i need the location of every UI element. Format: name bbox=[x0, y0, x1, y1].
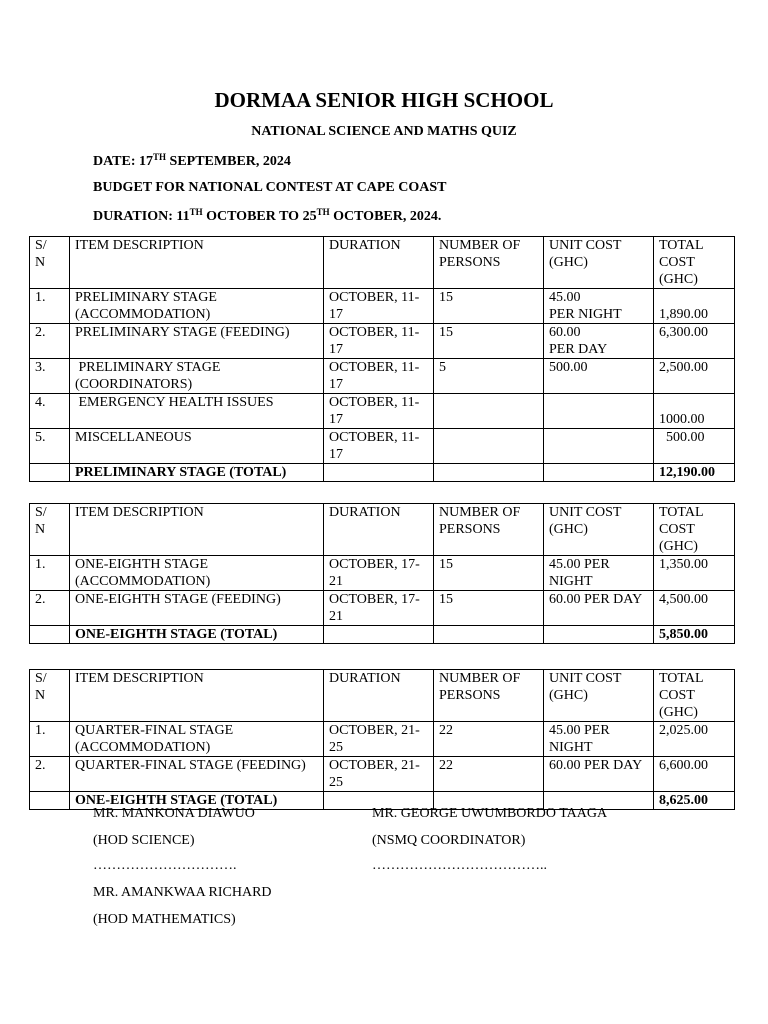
table-cell: 22 bbox=[434, 757, 544, 792]
table-cell: 1. bbox=[30, 556, 70, 591]
table-cell: QUARTER-FINAL STAGE (FEEDING) bbox=[70, 757, 324, 792]
table-cell bbox=[544, 429, 654, 464]
table-cell bbox=[544, 626, 654, 644]
budget-table bbox=[29, 236, 735, 482]
table-header-cell: ITEM DESCRIPTION bbox=[70, 670, 324, 722]
table-cell: ONE-EIGHTH STAGE (ACCOMMODATION) bbox=[70, 556, 324, 591]
table-cell: MISCELLANEOUS bbox=[70, 429, 324, 464]
table-cell: 4,500.00 bbox=[654, 591, 735, 626]
table-header-cell: UNIT COST (GHC) bbox=[544, 237, 654, 289]
budget-table bbox=[29, 503, 735, 644]
table-cell: 1. bbox=[30, 722, 70, 757]
table-cell: OCTOBER, 11-17 bbox=[324, 359, 434, 394]
table-total-row bbox=[30, 464, 735, 482]
table-cell: OCTOBER, 11-17 bbox=[324, 324, 434, 359]
table-cell: OCTOBER, 11-17 bbox=[324, 289, 434, 324]
table-header-cell: S/ N bbox=[30, 504, 70, 556]
table-header-row bbox=[30, 670, 735, 722]
table-header-cell: DURATION bbox=[324, 670, 434, 722]
school-name: DORMAA SENIOR HIGH SCHOOL bbox=[214, 88, 554, 112]
table-cell bbox=[434, 429, 544, 464]
duration-line: DURATION: 11TH OCTOBER TO 25TH OCTOBER, 2024. bbox=[93, 207, 442, 224]
table-header-row bbox=[30, 504, 735, 556]
table-cell: 45.00 PER NIGHT bbox=[544, 722, 654, 757]
table-cell: OCTOBER, 11-17 bbox=[324, 394, 434, 429]
total-label: ONE-EIGHTH STAGE (TOTAL) bbox=[70, 626, 324, 644]
signatory-title-science: (HOD SCIENCE) bbox=[93, 833, 195, 848]
table-total-row bbox=[30, 626, 735, 644]
table-row bbox=[30, 359, 735, 394]
table-cell: OCTOBER, 11-17 bbox=[324, 429, 434, 464]
table-cell bbox=[324, 626, 434, 644]
table-cell: 60.00 PER DAY bbox=[544, 591, 654, 626]
table-cell: 6,300.00 bbox=[654, 324, 735, 359]
table-cell bbox=[434, 464, 544, 482]
table-cell: 2. bbox=[30, 591, 70, 626]
table-cell: PRELIMINARY STAGE (FEEDING) bbox=[70, 324, 324, 359]
table-header-cell: ITEM DESCRIPTION bbox=[70, 237, 324, 289]
table-header-row bbox=[30, 237, 735, 289]
signatory-title-maths: (HOD MATHEMATICS) bbox=[93, 912, 236, 927]
table-cell: 5 bbox=[434, 359, 544, 394]
table-cell: 22 bbox=[434, 722, 544, 757]
table-cell: 5. bbox=[30, 429, 70, 464]
table-cell: 45.00 PER NIGHT bbox=[544, 556, 654, 591]
signatory-title-coordinator: (NSMQ COORDINATOR) bbox=[372, 833, 526, 848]
table-row bbox=[30, 556, 735, 591]
table-row bbox=[30, 722, 735, 757]
table-cell: 2. bbox=[30, 757, 70, 792]
table-header-cell: S/ N bbox=[30, 670, 70, 722]
table-cell: 15 bbox=[434, 324, 544, 359]
table-cell: 4. bbox=[30, 394, 70, 429]
table-cell: OCTOBER, 21-25 bbox=[324, 722, 434, 757]
table-cell: 15 bbox=[434, 556, 544, 591]
table-cell: 6,600.00 bbox=[654, 757, 735, 792]
table-cell bbox=[544, 464, 654, 482]
table-row bbox=[30, 591, 735, 626]
table-cell: 60.00 PER DAY bbox=[544, 324, 654, 359]
budget-table bbox=[29, 669, 735, 810]
table-cell: 1,350.00 bbox=[654, 556, 735, 591]
total-value: 5,850.00 bbox=[654, 626, 735, 644]
table-row bbox=[30, 324, 735, 359]
table-cell: 1,890.00 bbox=[654, 289, 735, 324]
table-cell: 2,500.00 bbox=[654, 359, 735, 394]
table-cell bbox=[30, 626, 70, 644]
table-cell: 1. bbox=[30, 289, 70, 324]
table-header-cell: DURATION bbox=[324, 504, 434, 556]
table-cell: 2. bbox=[30, 324, 70, 359]
table-row bbox=[30, 289, 735, 324]
table-cell bbox=[434, 626, 544, 644]
table-header-cell: NUMBER OF PERSONS bbox=[434, 237, 544, 289]
signature-line-left: …………………………. bbox=[93, 858, 237, 873]
signature-line-right: ……………………………….. bbox=[372, 858, 547, 873]
table-cell: ONE-EIGHTH STAGE (FEEDING) bbox=[70, 591, 324, 626]
table-cell: 3. bbox=[30, 359, 70, 394]
table-header-cell: TOTAL COST (GHC) bbox=[654, 237, 735, 289]
table-row bbox=[30, 394, 735, 429]
budget-title: BUDGET FOR NATIONAL CONTEST AT CAPE COAST bbox=[93, 180, 447, 195]
table-row bbox=[30, 429, 735, 464]
table-cell: PRELIMINARY STAGE (ACCOMMODATION) bbox=[70, 289, 324, 324]
table-cell: 45.00 PER NIGHT bbox=[544, 289, 654, 324]
table-cell: 500.00 bbox=[654, 429, 735, 464]
table-header-cell: ITEM DESCRIPTION bbox=[70, 504, 324, 556]
table-cell bbox=[434, 394, 544, 429]
table-header-cell: UNIT COST (GHC) bbox=[544, 504, 654, 556]
table-cell: 500.00 bbox=[544, 359, 654, 394]
table-cell: PRELIMINARY STAGE (COORDINATORS) bbox=[70, 359, 324, 394]
table-cell: 15 bbox=[434, 591, 544, 626]
table-header-cell: UNIT COST (GHC) bbox=[544, 670, 654, 722]
signatory-name-science: MR. MANKONA DIAWUO bbox=[93, 806, 255, 821]
table-header-cell: NUMBER OF PERSONS bbox=[434, 670, 544, 722]
table-cell: EMERGENCY HEALTH ISSUES bbox=[70, 394, 324, 429]
table-header-cell: NUMBER OF PERSONS bbox=[434, 504, 544, 556]
table-cell bbox=[544, 394, 654, 429]
table-header-cell: TOTAL COST (GHC) bbox=[654, 670, 735, 722]
table-cell: QUARTER-FINAL STAGE (ACCOMMODATION) bbox=[70, 722, 324, 757]
event-title: NATIONAL SCIENCE AND MATHS QUIZ bbox=[251, 124, 517, 139]
table-header-cell: S/ N bbox=[30, 237, 70, 289]
table-cell: OCTOBER, 17-21 bbox=[324, 556, 434, 591]
table-cell: 2,025.00 bbox=[654, 722, 735, 757]
table-cell: OCTOBER, 21-25 bbox=[324, 757, 434, 792]
total-value: 8,625.00 bbox=[654, 792, 735, 810]
table-cell bbox=[30, 792, 70, 810]
table-cell bbox=[324, 464, 434, 482]
signatory-name-coordinator: MR. GEORGE UWUMBORDO TAAGA bbox=[372, 806, 608, 821]
table-cell: 60.00 PER DAY bbox=[544, 757, 654, 792]
table-header-cell: TOTAL COST (GHC) bbox=[654, 504, 735, 556]
total-label: PRELIMINARY STAGE (TOTAL) bbox=[70, 464, 324, 482]
total-value: 12,190.00 bbox=[654, 464, 735, 482]
table-cell: OCTOBER, 17-21 bbox=[324, 591, 434, 626]
table-cell bbox=[30, 464, 70, 482]
date-line: DATE: 17TH SEPTEMBER, 2024 bbox=[93, 152, 291, 169]
total-label: ONE-EIGHTH STAGE (TOTAL) bbox=[70, 792, 324, 810]
table-cell: 1000.00 bbox=[654, 394, 735, 429]
signatory-name-maths: MR. AMANKWAA RICHARD bbox=[93, 885, 272, 900]
table-header-cell: DURATION bbox=[324, 237, 434, 289]
table-row bbox=[30, 757, 735, 792]
table-cell: 15 bbox=[434, 289, 544, 324]
